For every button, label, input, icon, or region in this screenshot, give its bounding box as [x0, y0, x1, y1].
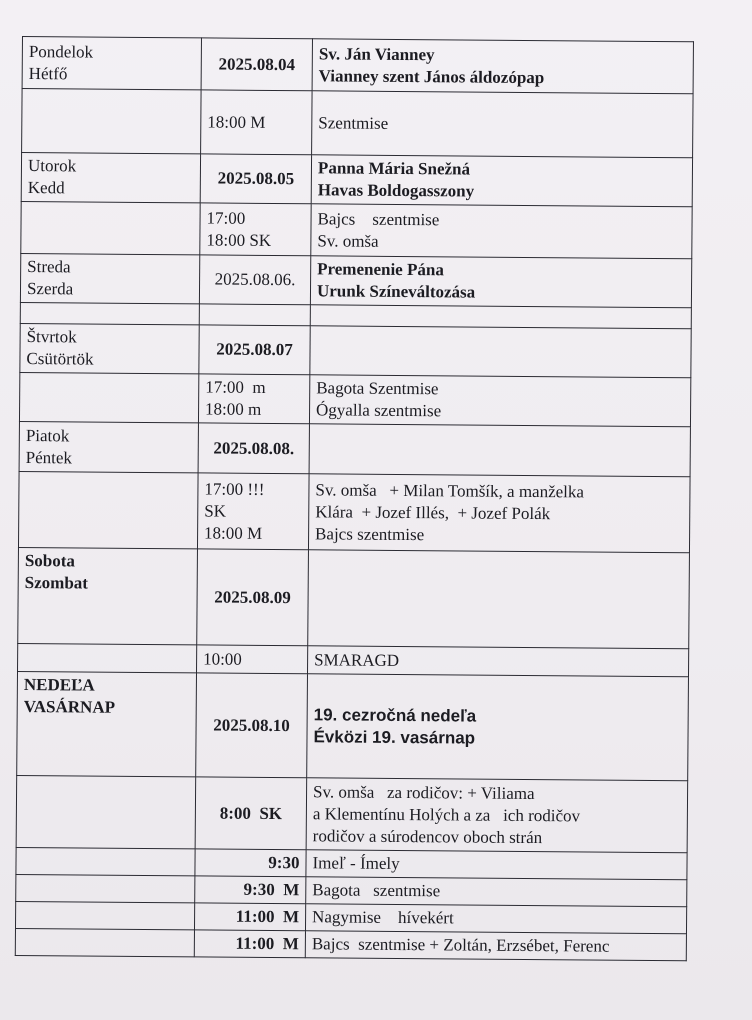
table-row [18, 471, 690, 552]
day-cell [20, 323, 199, 373]
mass-desc: Bajcs szentmise [317, 208, 440, 229]
mass-cell [312, 91, 693, 158]
time-cell [194, 903, 305, 931]
mass-time: 11:00 M [235, 906, 300, 927]
mass-cell [305, 904, 686, 934]
mass-time: 9:30 M [243, 879, 300, 900]
mass-desc: SMARAGD [314, 649, 400, 670]
table-row [22, 37, 693, 94]
mass-time: 18:00 M [204, 522, 263, 543]
mass-schedule-table [15, 36, 694, 961]
time-cell [194, 930, 305, 958]
time-cell [201, 90, 312, 155]
mass-desc: Imeľ - Ímely [312, 853, 400, 873]
day-name-hu: Hétfő [28, 63, 68, 83]
mass-desc: Bagota szentmise [312, 880, 441, 901]
mass-time: 18:00 m [205, 399, 262, 419]
table-row [19, 421, 690, 476]
mass-desc: Klára + Jozef Illés, + Jozef Polák [315, 501, 551, 523]
day-name-hu: Péntek [25, 447, 73, 467]
table-row [20, 323, 691, 377]
day-cell [16, 847, 195, 875]
feast-cell [310, 326, 691, 378]
feast-cell [310, 256, 691, 308]
mass-cell [305, 931, 686, 961]
date-cell: 2025.08.10 [196, 673, 308, 778]
feast-hu: Évközi 19. vasárnap [313, 726, 476, 748]
mass-desc: Szentmise [318, 112, 389, 133]
feast-cell [309, 424, 690, 477]
mass-time: 17:00 !!! [204, 478, 265, 499]
feast-sk: Panna Mária Snežná [317, 158, 471, 179]
table-row [22, 89, 693, 158]
time-cell [197, 645, 308, 674]
day-cell [21, 153, 200, 203]
time-cell [195, 849, 306, 877]
day-cell [18, 643, 197, 672]
time-cell [198, 374, 309, 424]
mass-time: 10:00 [203, 648, 242, 669]
date-cell: 2025.08.07 [199, 325, 310, 375]
mass-desc: rodičov a súrodencov oboch strán [312, 825, 543, 847]
day-name-sk: Pondelok [28, 41, 94, 62]
day-name-sk: Sobota [24, 551, 76, 571]
time-cell [197, 473, 309, 550]
day-name-hu: Szombat [24, 573, 89, 593]
feast-hu: Urunk Színeváltozása [316, 281, 476, 302]
table-row [20, 253, 691, 307]
day-name-hu: Csütörtök [26, 349, 94, 369]
mass-time: 18:00 M [207, 111, 266, 132]
mass-desc: Bajcs szentmise + Zoltán, Erzsébet, Ferenc [311, 934, 610, 956]
day-name-sk: Utorok [27, 156, 77, 176]
feast-cell [311, 155, 692, 207]
day-name-hu: Kedd [27, 178, 65, 198]
mass-desc: Sv. omša [317, 230, 379, 251]
date-cell: 2025.08.06. [199, 255, 310, 305]
mass-desc: a Klementínu Holých a za ich rodičov [312, 803, 581, 825]
mass-desc: Sv. omša + Milan Tomšík, a manželka [315, 479, 585, 501]
date-cell: 2025.08.04 [201, 38, 312, 91]
mass-time: 9:30 [268, 852, 300, 873]
mass-cell [306, 778, 688, 853]
feast-sk: Sv. Ján Vianney [318, 43, 435, 64]
day-cell [22, 37, 201, 90]
feast-hu: Havas Boldogasszony [317, 180, 475, 201]
table-row [19, 372, 690, 426]
time-cell [200, 203, 311, 256]
day-cell [20, 253, 199, 303]
day-name-sk: NEDEĽA [23, 675, 95, 695]
table-row [17, 671, 689, 780]
mass-time: 17:00 [206, 207, 246, 228]
day-cell [18, 547, 198, 644]
mass-time: 18:00 SK [206, 229, 272, 250]
mass-desc: Nagymise hívekért [312, 907, 454, 928]
day-name-hu: Szerda [26, 279, 74, 299]
day-cell [16, 874, 195, 902]
table-row [21, 201, 692, 258]
mass-desc: Sv. omša za rodičov: + Viliama [313, 781, 535, 803]
mass-cell [306, 850, 687, 880]
mass-time: 17:00 m [205, 377, 266, 397]
day-cell [15, 928, 194, 956]
table-row [16, 775, 688, 852]
feast-cell [312, 39, 693, 94]
table-row [15, 928, 686, 960]
mass-desc: Bagota Szentmise [316, 378, 439, 399]
mass-cell [309, 375, 690, 427]
table-row [18, 547, 690, 648]
mass-cell [308, 474, 690, 553]
feast-cell [308, 550, 690, 649]
mass-time: 11:00 M [235, 933, 299, 954]
day-cell [22, 89, 201, 154]
day-cell [18, 471, 198, 548]
day-cell [17, 671, 197, 776]
day-cell [19, 372, 198, 422]
time-cell [195, 777, 307, 850]
mass-time: SK [204, 500, 227, 521]
mass-desc: Bajcs szentmise [315, 523, 425, 544]
day-cell [16, 775, 196, 848]
day-name-sk: Streda [27, 257, 71, 277]
feast-sk: Premenenie Pána [317, 259, 444, 280]
mass-desc: Ógyalla szentmise [315, 400, 442, 421]
mass-cell [307, 646, 688, 677]
feast-hu: Vianney szent János áldozópap [318, 65, 545, 87]
mass-cell [306, 877, 687, 907]
day-cell [19, 421, 198, 472]
feast-cell [307, 674, 689, 781]
feast-sk: 19. cezročná nedeľa [313, 704, 477, 726]
day-name-sk: Štvrtok [26, 327, 77, 347]
date-cell: 2025.08.09 [197, 549, 309, 646]
day-cell [21, 201, 200, 254]
day-name-hu: VASÁRNAP [23, 697, 116, 717]
time-cell [195, 876, 306, 904]
date-cell: 2025.08.08. [198, 423, 309, 474]
table-row [21, 153, 692, 207]
day-name-sk: Piatok [25, 425, 70, 445]
date-cell: 2025.08.05 [200, 154, 311, 204]
mass-cell [311, 204, 692, 259]
mass-time: 8:00 SK [219, 803, 283, 823]
day-cell [15, 901, 194, 929]
